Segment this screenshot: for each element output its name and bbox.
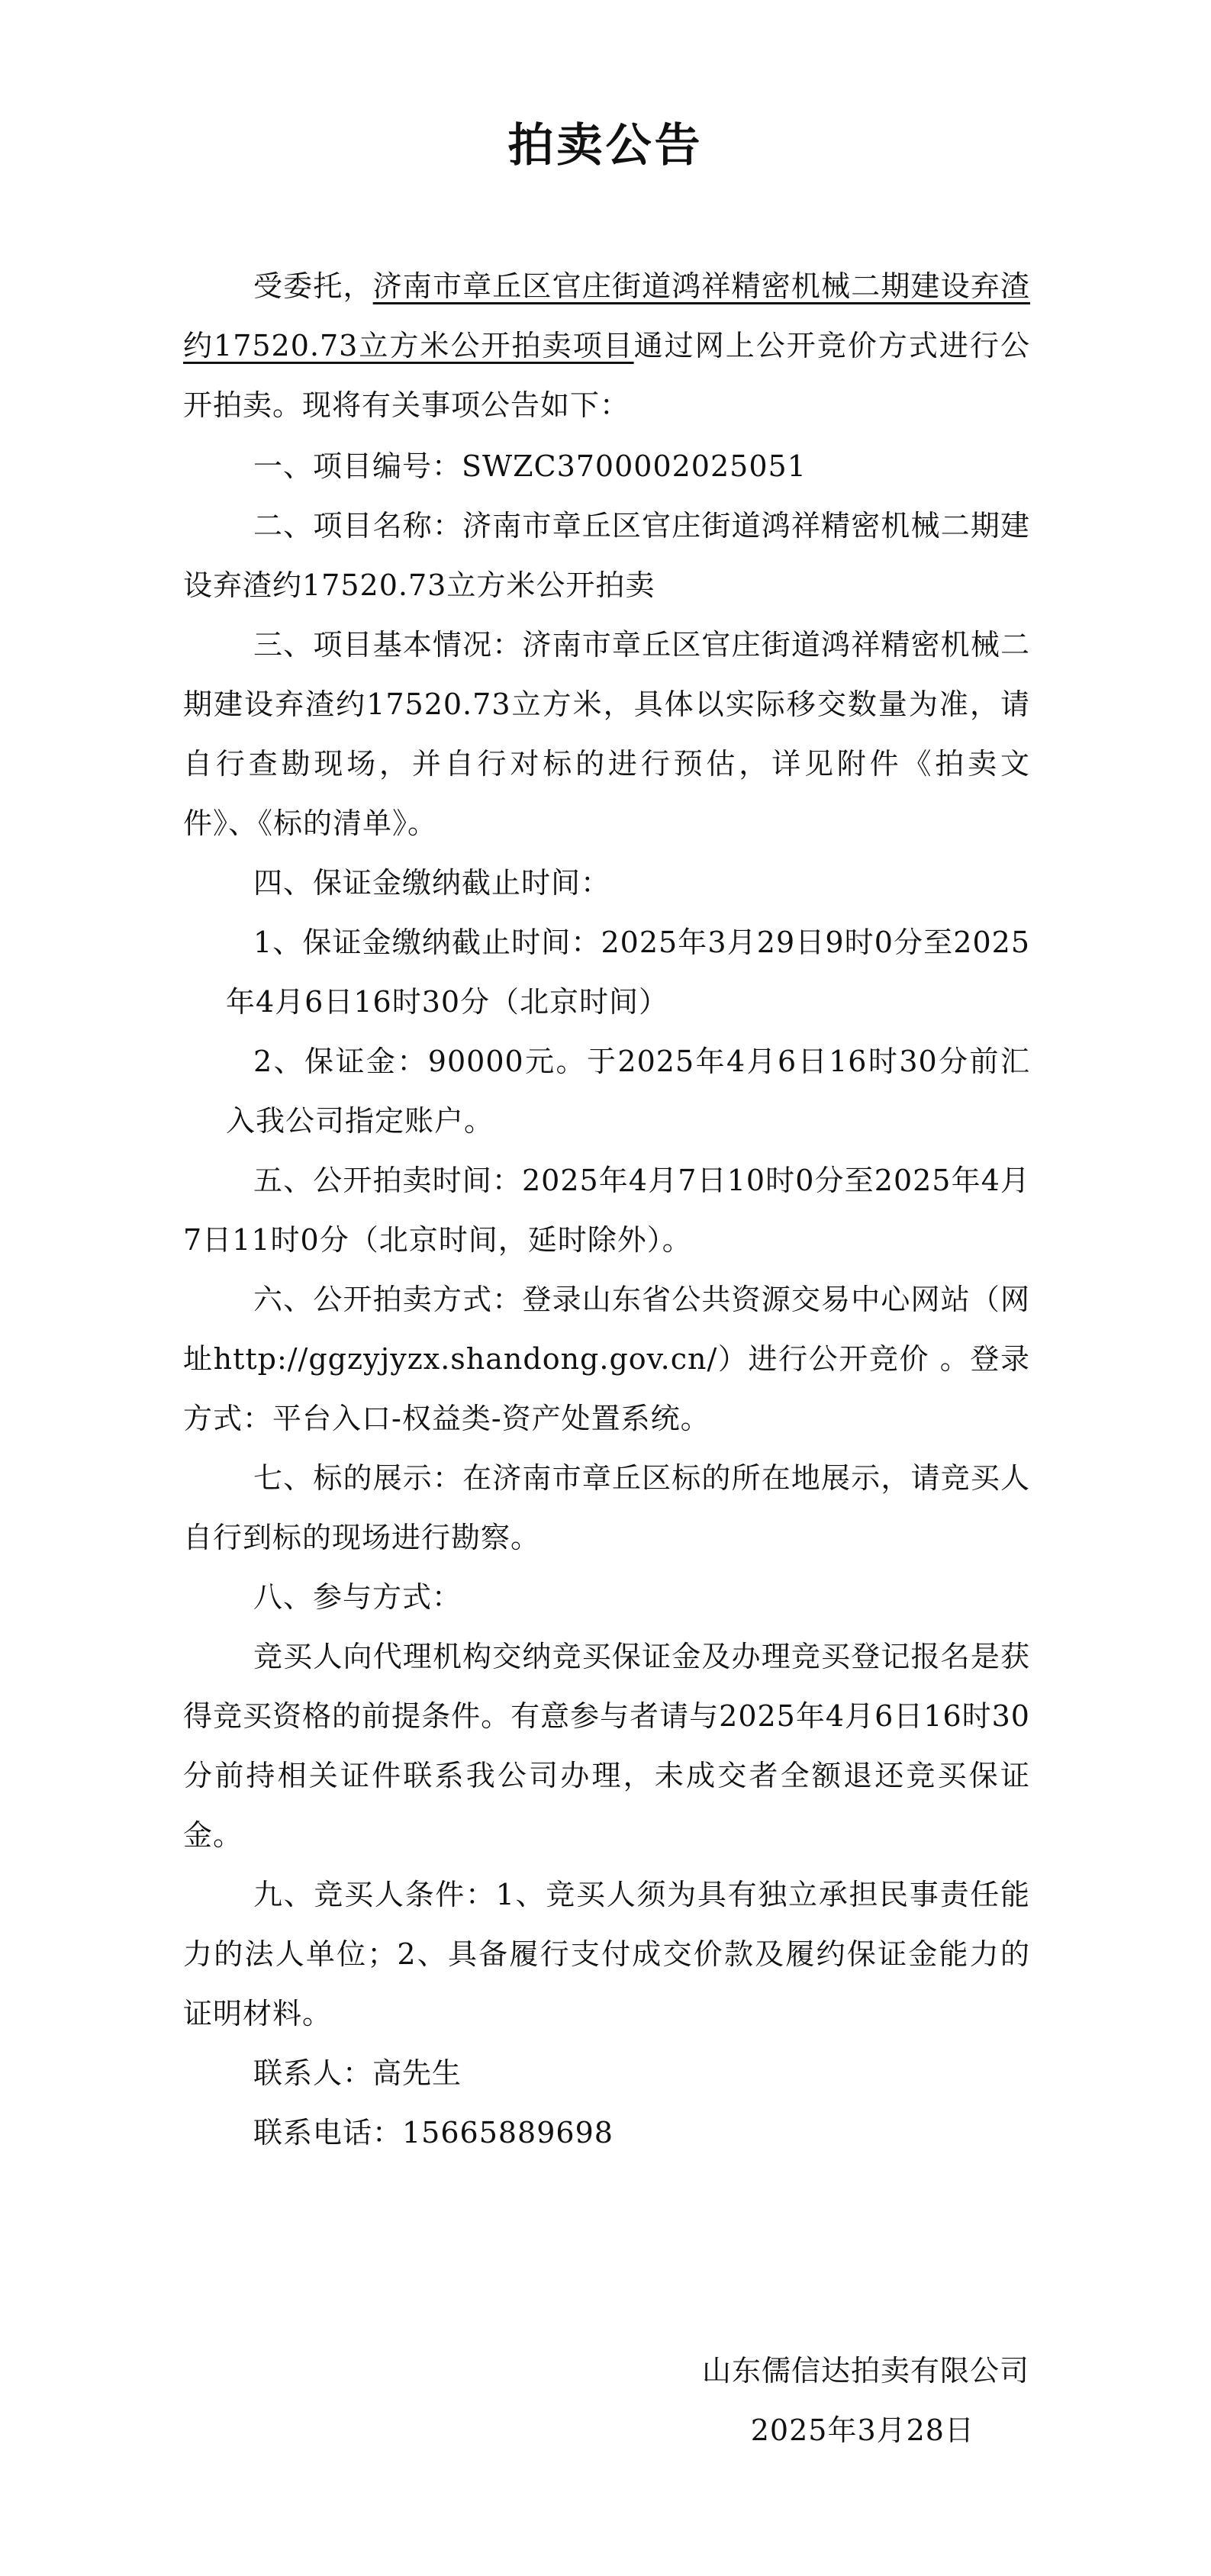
section-item-display: 七、标的展示：在济南市章丘区标的所在地展示，请竞买人自行到标的现场进行勘察。 bbox=[183, 1461, 1030, 1554]
section-project-name: 二、项目名称：济南市章丘区官庄街道鸿祥精密机械二期建设弃渣约17520.73立方米公开拍卖 bbox=[183, 509, 1030, 602]
contact-phone: 联系电话：15665889698 bbox=[253, 2116, 614, 2149]
section-bidder-conditions: 九、竞买人条件：1、竞买人须为具有独立承担民事责任能力的法人单位；2、具备履行支付成交价款及履约保证金能力的证明材料。 bbox=[183, 1878, 1030, 2030]
intro-lead: 受委托， bbox=[253, 269, 373, 303]
intro-paragraph bbox=[183, 256, 1030, 435]
project-link[interactable]: 济南市章丘区官庄街道鸿祥精密机械二期建设弃渣约17520.73立方米公开拍卖项目 bbox=[183, 269, 1030, 362]
section-deposit-deadline-time: 1、保证金缴纳截止时间：2025年3月29日9时0分至2025年4月6日16时30分（北京时间） bbox=[226, 926, 1030, 1019]
announcement-date: 2025年3月28日 bbox=[750, 2413, 974, 2447]
section-deposit-deadline-heading: 四、保证金缴纳截止时间： bbox=[253, 866, 611, 900]
section-participation-heading: 八、参与方式： bbox=[253, 1580, 462, 1614]
intro-rest: 通过网上公开竞价方式进行公开拍卖。现将有关事项公告如下： bbox=[183, 329, 1030, 422]
page-title: 拍卖公告 bbox=[507, 119, 704, 172]
section-deposit-amount: 2、保证金：90000元。于2025年4月6日16时30分前汇入我公司指定账户。 bbox=[226, 1045, 1030, 1138]
company-name: 山东儒信达拍卖有限公司 bbox=[701, 2354, 1029, 2388]
section-auction-method: 六、公开拍卖方式：登录山东省公共资源交易中心网站（网址http://ggzyjyzx.shandong.gov.cn/）进行公开竞价 。登录方式：平台入口-权益类-资产处置系统。 bbox=[183, 1283, 1030, 1435]
signature-block bbox=[702, 2341, 1029, 2460]
section-auction-time: 五、公开拍卖时间：2025年4月7日10时0分至2025年4月7日11时0分（北京时间，延时除外）。 bbox=[183, 1164, 1030, 1257]
announcement-body bbox=[183, 256, 1030, 2162]
contact-person: 联系人：高先生 bbox=[253, 2056, 462, 2090]
section-project-number: 一、项目编号：SWZC3700002025051 bbox=[253, 449, 807, 483]
section-project-basic-info: 三、项目基本情况：济南市章丘区官庄街道鸿祥精密机械二期建设弃渣约17520.73立方米，具体以实际移交数量为准，请自行查勘现场，并自行对标的进行预估，详见附件《拍卖文件》、《标的清单》。 bbox=[183, 628, 1030, 840]
section-participation-body: 竞买人向代理机构交纳竞买保证金及办理竞买登记报名是获得竞买资格的前提条件。有意参与者请与2025年4月6日16时30分前持相关证件联系我公司办理，未成交者全额退还竞买保证金。 bbox=[183, 1640, 1030, 1852]
